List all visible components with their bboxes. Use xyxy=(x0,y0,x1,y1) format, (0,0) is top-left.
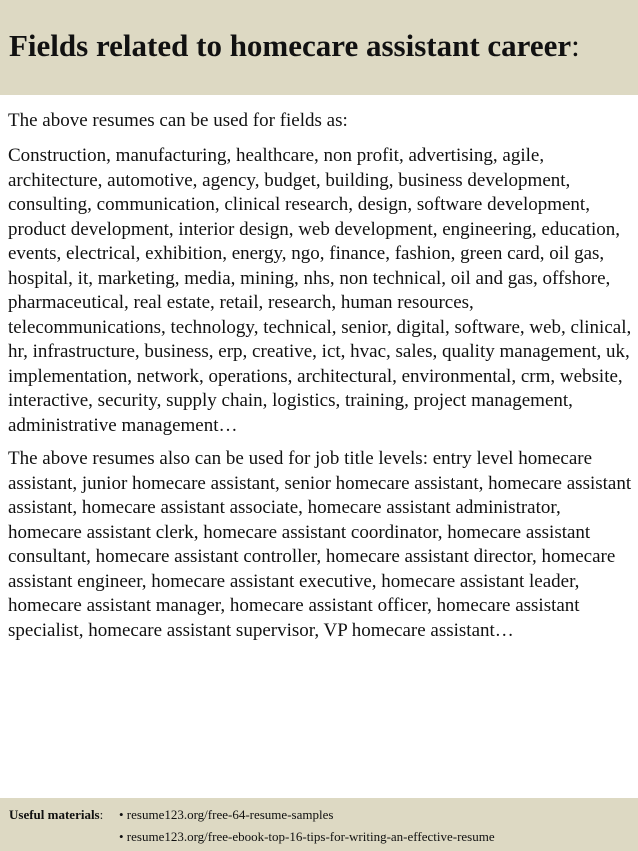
page-title-colon: : xyxy=(571,28,580,63)
useful-materials-label xyxy=(9,806,103,824)
fields-intro: The above resumes can be used for fields as: xyxy=(8,110,348,131)
resume-samples-link[interactable]: • resume123.org/free-64-resume-samples xyxy=(119,807,334,822)
fields-list-paragraph: Construction, manufacturing, healthcare, non profit, advertising, agile, architecture, automotive, agency, budget, building, business development, consulting, communication, clinical research, design, software development, product development, interior design, web development, engineering, education, events, electrical, exhibition, energy, ngo, finance, fashion, green card, oil gas, hospital, it, marketing, media, mining, nhs, non technical, oil and gas, offshore, pharmaceutical, real estate, retail, research, human resources, telecommunications, technology, technical, senior, digital, software, web, clinical, hr, infrastructure, business, erp, creative, ict, hvac, sales, quality management, uk, implementation, network, operations, architectural, environmental, crm, website, interactive, security, supply chain, logistics, training, project management, administrative management… xyxy=(8,145,632,436)
useful-materials-label-text: Useful materials xyxy=(9,807,100,822)
resume-tips-ebook-link[interactable]: • resume123.org/free-ebook-top-16-tips-for-writing-an-effective-resume xyxy=(119,829,495,844)
job-levels-paragraph: The above resumes also can be used for job title levels: entry level homecare assistant, junior homecare assistant, senior homecare assistant, homecare assistant assistant, homecare assistant associate, homecare assistant administrator, homecare assistant clerk, homecare assistant coordinator, homecare assistant consultant, homecare assistant controller, homecare assistant director, homecare assistant engineer, homecare assistant executive, homecare assistant leader, homecare assistant manager, homecare assistant officer, homecare assistant specialist, homecare assistant supervisor, VP homecare assistant… xyxy=(8,448,632,641)
useful-materials-label-colon: : xyxy=(99,807,104,822)
main-content xyxy=(8,108,636,652)
page-title-text: Fields related to homecare assistant career xyxy=(9,28,572,63)
page-title xyxy=(9,26,580,66)
